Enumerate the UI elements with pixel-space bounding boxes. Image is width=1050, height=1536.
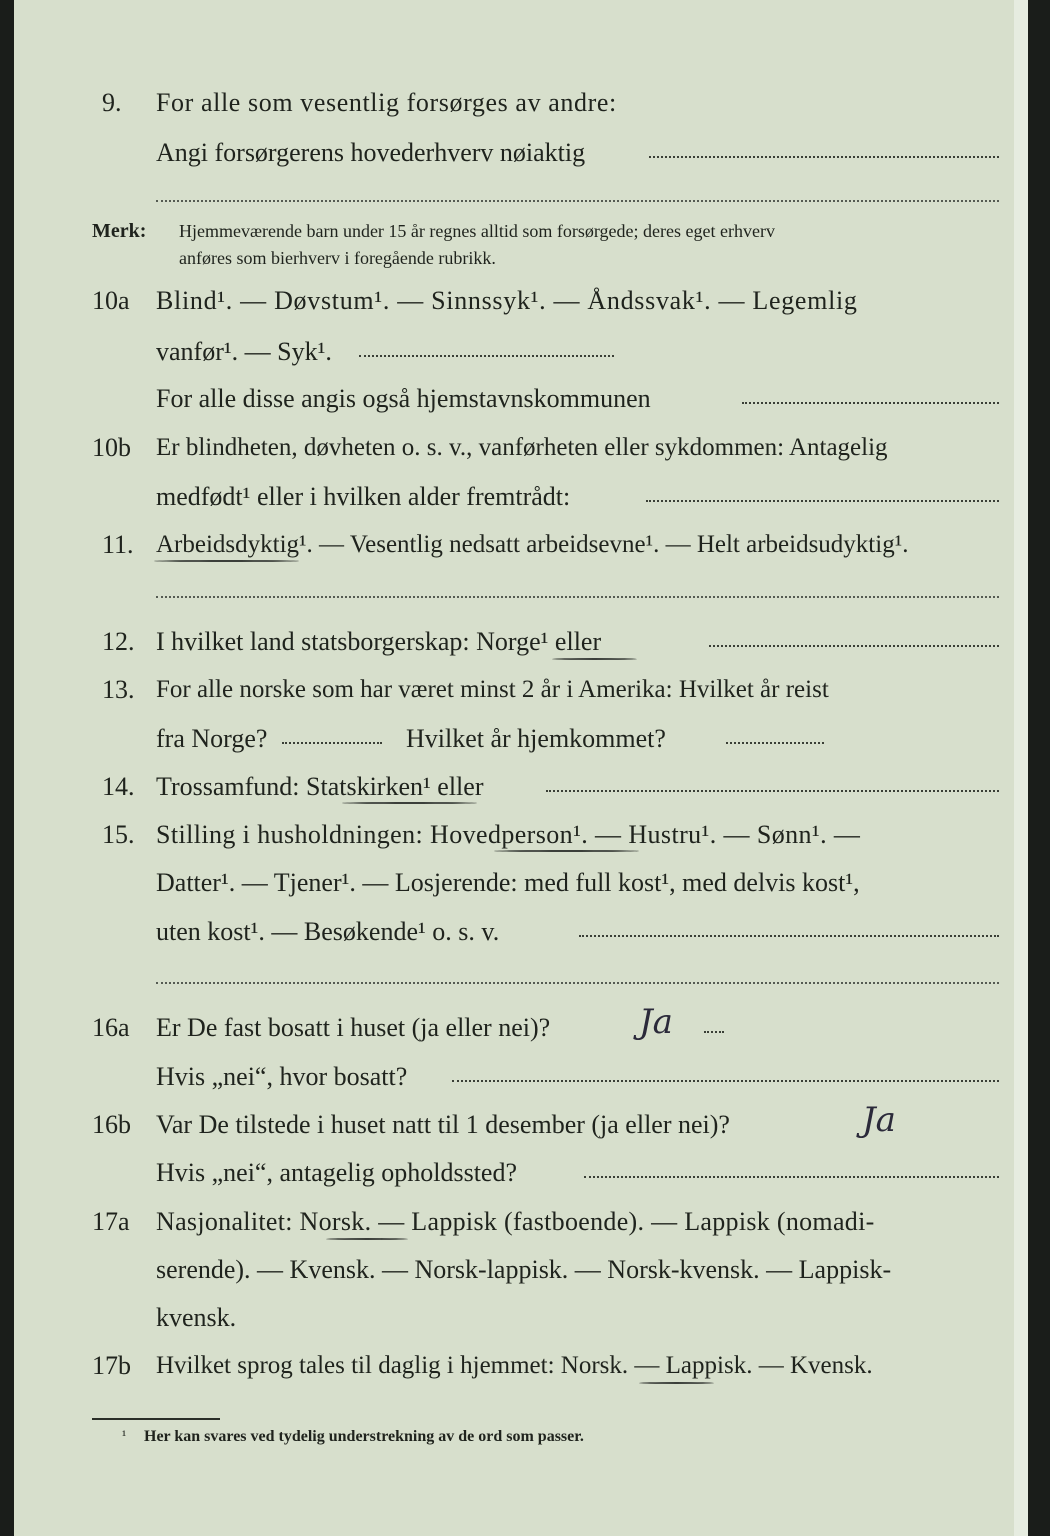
question-10b-line1: Er blindheten, døvheten o. s. v., vanførheten eller sykdommen: Antagelig	[156, 434, 888, 461]
question-10a-line1: Blind¹. — Døvstum¹. — Sinnssyk¹. — Åndssvak¹. — Legemlig	[156, 286, 858, 315]
question-9-line1: For alle som vesentlig forsørges av andre:	[156, 88, 617, 117]
question-16b-number: 16b	[92, 1110, 131, 1139]
underline-hovedperson	[494, 850, 639, 852]
census-form-page	[14, 0, 1028, 1536]
footnote-divider	[92, 1418, 220, 1420]
question-10a-number: 10a	[92, 286, 130, 315]
handwritten-answer-16a: Ja	[639, 1002, 673, 1042]
page-right-edge	[1014, 0, 1028, 1536]
underline-statskirken	[342, 802, 477, 804]
answer-blank-16a	[704, 1031, 724, 1033]
question-12-line1: I hvilket land statsborgerskap: Norge¹ eller	[156, 627, 602, 656]
answer-blank-15	[579, 935, 999, 937]
answer-blank-10b	[646, 500, 999, 502]
question-13-line2a: fra Norge?	[156, 724, 268, 753]
underline-norsk-17a	[326, 1238, 408, 1240]
question-15-line3: uten kost¹. — Besøkende¹ o. s. v.	[156, 917, 500, 946]
question-11-line1: Arbeidsdyktig¹. — Vesentlig nedsatt arbeidsevne¹. — Helt arbeidsudyktig¹.	[156, 531, 909, 558]
question-15-number: 15.	[102, 820, 135, 849]
answer-blank-16b	[584, 1176, 999, 1178]
question-9-line2: Angi forsørgerens hovederhverv nøiaktig	[156, 138, 586, 167]
question-14-line1: Trossamfund: Statskirken¹ eller	[156, 772, 484, 801]
question-17b-number: 17b	[92, 1351, 131, 1380]
merk-line1: Hjemmeværende barn under 15 år regnes alltid som forsørgede; deres eget erhverv	[179, 221, 775, 241]
answer-blank-9	[649, 156, 999, 158]
question-17a-number: 17a	[92, 1207, 130, 1236]
question-17a-line2: serende). — Kvensk. — Norsk-lappisk. — Norsk-kvensk. — Lappisk-	[156, 1255, 892, 1284]
answer-blank-13-reist	[282, 742, 382, 744]
question-16a-line2: Hvis „nei“, hvor bosatt?	[156, 1062, 408, 1091]
footnote-mark: ¹	[122, 1429, 127, 1444]
answer-blank-16a-bosatt	[452, 1080, 999, 1082]
question-16b-line2: Hvis „nei“, antagelig opholdssted?	[156, 1158, 518, 1187]
question-16a-number: 16a	[92, 1013, 130, 1042]
answer-blank-10a-kommune	[742, 402, 999, 404]
question-9-number: 9.	[102, 88, 122, 117]
answer-line-11	[156, 596, 999, 598]
question-17b-line1: Hvilket sprog tales til daglig i hjemmet: Norsk. — Lappisk. — Kvensk.	[156, 1352, 873, 1379]
underline-norge	[552, 658, 637, 660]
question-13-line1: For alle norske som har været minst 2 år i Amerika: Hvilket år reist	[156, 676, 829, 703]
question-17a-line3: kvensk.	[156, 1303, 237, 1332]
handwritten-answer-16b: Ja	[862, 1100, 896, 1140]
question-10b-line2: medfødt¹ eller i hvilken alder fremtrådt:	[156, 482, 571, 511]
answer-blank-14	[546, 790, 999, 792]
footnote-text: Her kan svares ved tydelig understrekning av de ord som passer.	[144, 1428, 584, 1445]
question-17a-line1: Nasjonalitet: Norsk. — Lappisk (fastboende). — Lappisk (nomadi-	[156, 1207, 875, 1236]
question-10a-line2: vanfør¹. — Syk¹.	[156, 337, 332, 366]
answer-line-9	[156, 200, 999, 202]
question-13-line2b: Hvilket år hjemkommet?	[406, 724, 666, 753]
answer-blank-13-hjemkommet	[726, 742, 824, 744]
question-16a-line1: Er De fast bosatt i huset (ja eller nei)?	[156, 1013, 551, 1042]
question-14-number: 14.	[102, 772, 135, 801]
answer-line-15	[156, 982, 999, 984]
question-13-number: 13.	[102, 675, 135, 704]
underline-norsk-17b	[639, 1382, 714, 1384]
question-10b-number: 10b	[92, 433, 131, 462]
underline-arbeidsdyktig	[154, 560, 299, 562]
merk-line2: anføres som bierhverv i foregående rubrikk.	[179, 248, 496, 268]
question-15-line2: Datter¹. — Tjener¹. — Losjerende: med full kost¹, med delvis kost¹,	[156, 868, 860, 897]
question-16b-line1: Var De tilstede i huset natt til 1 desember (ja eller nei)?	[156, 1110, 730, 1139]
answer-blank-12	[709, 645, 999, 647]
question-15-line1: Stilling i husholdningen: Hovedperson¹. — Hustru¹. — Sønn¹. —	[156, 820, 861, 849]
question-10a-line3: For alle disse angis også hjemstavnskommunen	[156, 384, 651, 413]
question-11-number: 11.	[102, 530, 134, 559]
question-12-number: 12.	[102, 627, 135, 656]
merk-label: Merk:	[92, 220, 147, 242]
answer-blank-10a-syk	[359, 355, 614, 357]
